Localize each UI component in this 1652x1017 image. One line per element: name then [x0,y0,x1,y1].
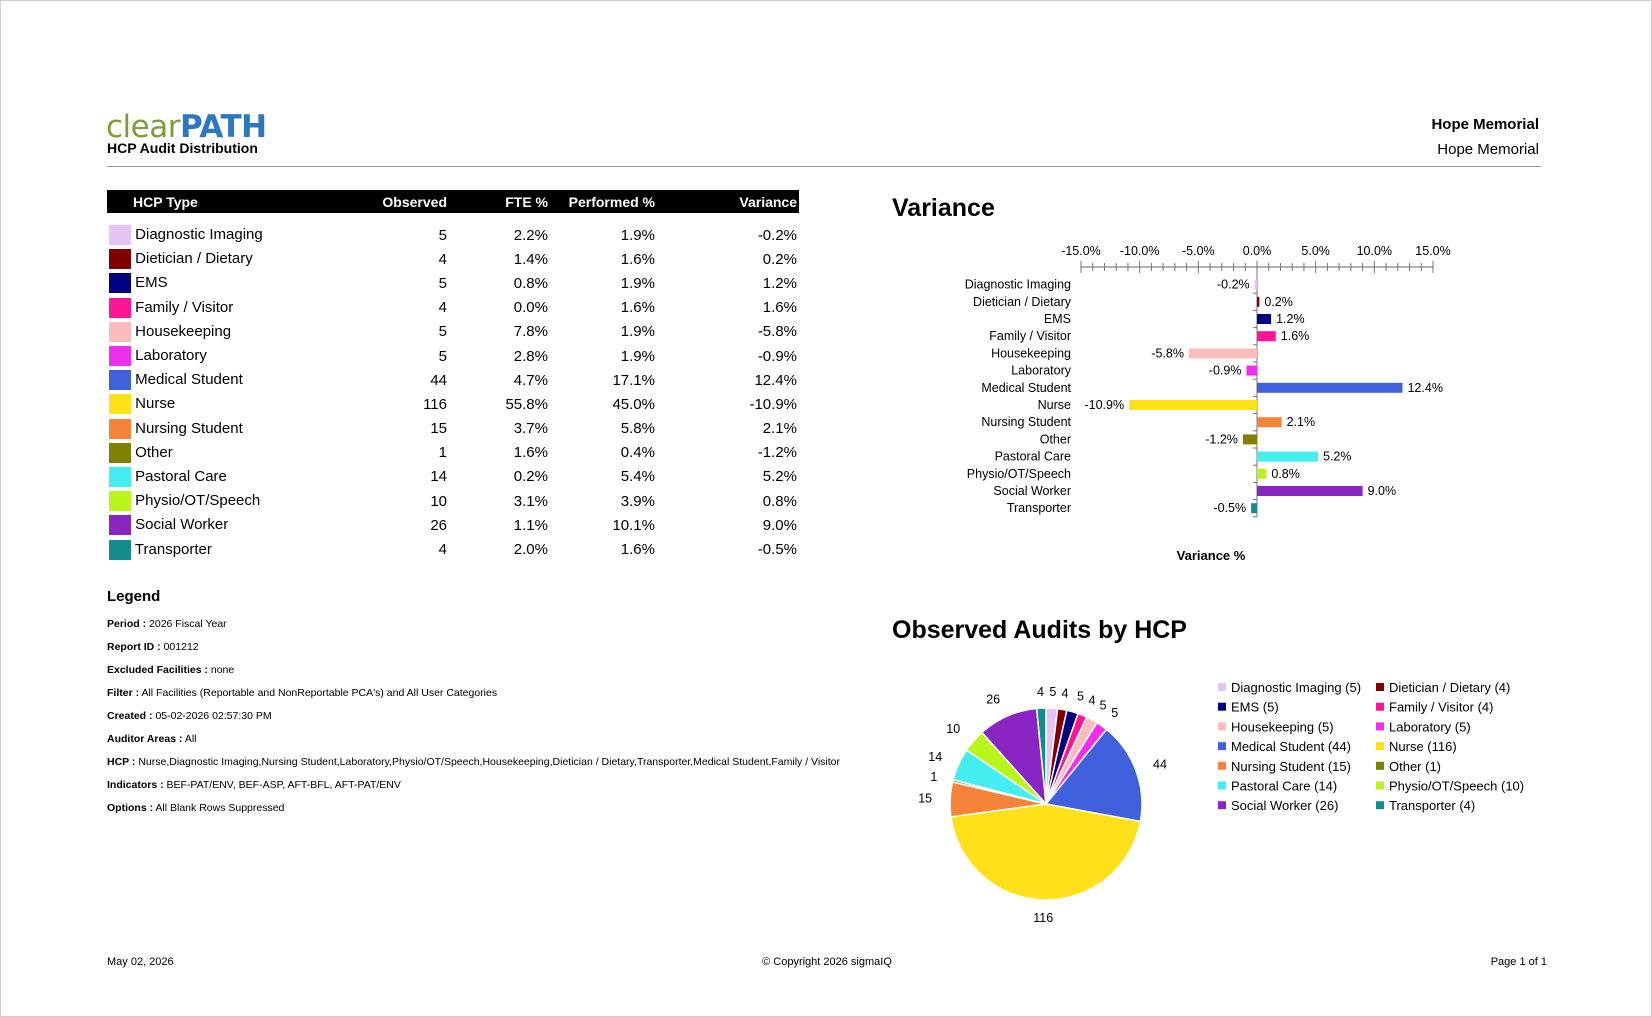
table-row [107,392,799,416]
hcp-type-cell [107,271,351,295]
variance-value-label-transporter: -0.5% [1213,501,1247,516]
legend-item-period [107,615,877,638]
hcp-type-label: Dietician / Dietary [135,250,253,268]
color-swatch [109,419,131,439]
variance-category-label-dietician-dietary: Dietician / Dietary [973,294,1071,309]
pie-legend-swatch-diagnostic-imaging [1218,683,1226,691]
pie-legend-label-dietician-dietary: Dietician / Dietary (4) [1389,680,1511,695]
pie-legend-swatch-transporter [1376,801,1384,809]
pie-legend-label-family-visitor: Family / Visitor (4) [1389,699,1494,715]
pie-value-label-laboratory: 5 [1111,705,1119,720]
observed-cell: 4 [438,250,447,268]
variance-bar-physio-ot-speech [1257,469,1266,479]
hcp-type-cell [107,368,351,392]
table-row [107,320,799,344]
legend-item-options [107,799,877,822]
table-row [107,417,799,441]
hcp-type-cell [107,392,351,416]
variance-bar-transporter [1251,503,1257,513]
color-swatch [109,346,131,366]
variance-value-label-housekeeping: -5.8% [1151,346,1184,361]
color-swatch [109,249,131,269]
report-title: HCP Audit Distribution [107,140,258,156]
col-header-hcp-type: HCP Type [107,190,351,213]
variance-bar-other [1243,434,1257,444]
variance-category-label-transporter: Transporter [1006,501,1071,516]
variance-value-label-family-visitor: 1.6% [1280,329,1310,344]
pie-legend-label-physio-ot-speech: Physio/OT/Speech (10) [1389,778,1525,794]
variance-value-label-diagnostic-imaging: -0.2% [1216,277,1250,292]
performed-cell: 1.6% [620,299,655,317]
legend-item-label: Report ID : [107,641,161,653]
legend-item-label: Excluded Facilities : [107,664,208,676]
variance-bar-medical-student [1257,383,1402,393]
hcp-type-label: Other [135,443,173,461]
color-swatch [109,394,131,414]
legend-item-filter [107,684,877,707]
pie-value-label-family-visitor: 4 [1088,693,1096,708]
variance-bar-diagnostic-imaging [1255,280,1257,290]
pie-legend-label-pastoral-care: Pastoral Care (14) [1231,778,1338,794]
hcp-type-label: Laboratory [135,347,207,364]
fte-cell: 4.7% [513,371,548,389]
pie-legend-label-diagnostic-imaging: Diagnostic Imaging (5) [1231,680,1362,695]
variance-category-label-nursing-student: Nursing Student [981,415,1071,430]
observed-cell: 5 [438,347,447,365]
performed-cell: 3.9% [620,492,655,510]
observed-cell: 4 [438,299,447,317]
variance-cell: 0.8% [762,492,797,510]
pie-legend-swatch-other [1376,762,1384,770]
color-swatch [109,491,131,511]
hcp-type-cell [107,465,351,489]
pie-value-label-housekeeping: 5 [1099,698,1107,713]
pie-value-label-ems: 5 [1077,689,1084,704]
variance-value-label-pastoral-care: 5.2% [1323,449,1352,464]
table-row [107,223,799,247]
legend-item-created [107,707,877,730]
color-swatch [109,298,131,318]
fte-cell: 7.8% [513,323,548,341]
variance-cell: 12.4% [754,371,797,389]
variance-bar-chart [881,246,1561,576]
variance-cell: 5.2% [762,468,797,486]
observed-cell: 15 [430,420,447,438]
header-divider [107,166,1541,167]
observed-cell: 14 [430,468,447,486]
performed-cell: 17.1% [612,371,655,389]
table-spacer-row [107,213,799,223]
legend-item-label: HCP : [107,756,136,768]
observed-cell: 5 [438,274,447,292]
pie-value-label-nurse: 116 [1033,911,1054,925]
observed-cell: 5 [438,323,447,341]
observed-cell: 44 [430,371,447,389]
variance-category-label-ems: EMS [1043,312,1071,326]
variance-cell: 9.0% [762,516,797,534]
hcp-type-cell [107,320,351,344]
pie-value-label-nursing-student: 15 [918,791,933,806]
fte-cell: 1.1% [513,516,548,534]
performed-cell: 5.4% [620,468,655,486]
pie-legend-label-other: Other (1) [1389,758,1442,774]
variance-chart-title: Variance [892,194,995,222]
performed-cell: 1.9% [620,347,655,365]
hcp-type-label: Medical Student [135,371,243,389]
table-row [107,441,799,465]
color-swatch [109,322,131,342]
hcp-type-label: Family / Visitor [135,298,234,316]
variance-category-label-social-worker: Social Worker [993,484,1071,498]
color-swatch [109,370,131,390]
pie-legend-swatch-ems [1218,703,1226,711]
variance-bar-ems [1257,314,1271,324]
pie-legend-swatch-social-worker [1218,801,1226,809]
hcp-type-cell [107,296,351,320]
hcp-type-label: Social Worker [135,516,229,534]
variance-cell: -0.2% [757,226,797,244]
variance-value-label-physio-ot-speech: 0.8% [1271,466,1300,481]
variance-tick-label: -5.0% [1182,246,1215,258]
pie-value-label-diagnostic-imaging: 5 [1049,685,1057,700]
observed-cell: 4 [438,541,447,559]
hcp-type-label: Physio/OT/Speech [135,492,261,510]
variance-bar-nursing-student [1257,417,1282,427]
table-row [107,296,799,320]
variance-category-label-nurse: Nurse [1037,398,1071,412]
legend-item-excluded-facilities [107,661,877,684]
variance-value-label-other: -1.2% [1205,432,1238,447]
legend-list [107,615,877,822]
variance-tick-label: 0.0% [1242,246,1272,258]
legend-item-label: Auditor Areas : [107,733,183,745]
variance-value-label-ems: 1.2% [1276,312,1305,326]
legend-title: Legend [107,588,161,605]
pie-legend-swatch-medical-student [1218,742,1226,750]
variance-category-label-other: Other [1039,432,1071,447]
legend-item-value: BEF-PAT/ENV, BEF-ASP, AFT-BFL, AFT-PAT/ENV [166,779,401,791]
pie-value-label-medical-student: 44 [1153,757,1167,772]
hcp-type-label: Transporter [134,540,212,558]
pie-legend-label-transporter: Transporter (4) [1389,798,1476,814]
legend-item-label: Filter : [107,687,140,699]
variance-category-label-medical-student: Medical Student [981,380,1071,395]
fte-cell: 2.0% [513,541,548,559]
pie-legend-label-laboratory: Laboratory (5) [1389,719,1471,735]
fte-cell: 2.8% [513,347,548,365]
variance-x-axis-title: Variance % [1176,548,1246,563]
pie-legend-swatch-pastoral-care [1218,782,1226,790]
pie-legend-swatch-nursing-student [1218,762,1226,770]
col-header-observed: Observed [351,190,449,213]
footer-copyright: © Copyright 2026 sigmaIQ [762,956,892,968]
legend-item-label: Created : [107,710,153,722]
pie-legend-label-housekeeping: Housekeeping (5) [1231,719,1334,735]
pie-legend-swatch-laboratory [1376,722,1384,730]
pie-value-label-social-worker: 26 [986,692,1001,707]
variance-value-label-laboratory: -0.9% [1208,363,1242,378]
legend-item-report-id [107,638,877,661]
variance-bar-nurse [1129,400,1257,410]
fte-cell: 0.2% [513,468,548,486]
hcp-type-label: Diagnostic Imaging [135,226,263,244]
variance-bar-pastoral-care [1257,452,1318,462]
hcp-type-label: EMS [135,274,168,292]
observed-cell: 116 [423,395,447,413]
hcp-type-cell [107,417,351,441]
legend-item-label: Options : [107,802,154,814]
table-body [107,213,799,562]
pie-legend-label-ems: EMS (5) [1231,699,1279,715]
hcp-table [107,190,799,562]
performed-cell: 0.4% [620,444,655,462]
performed-cell: 5.8% [620,420,655,438]
table-row [107,489,799,513]
pie-legend-label-medical-student: Medical Student (44) [1231,739,1351,755]
variance-bar-laboratory [1246,366,1257,376]
variance-value-label-medical-student: 12.4% [1407,380,1443,395]
variance-cell: -0.9% [757,347,797,365]
col-header-performed: Performed % [550,190,657,213]
pie-legend-label-social-worker: Social Worker (26) [1231,798,1339,814]
fte-cell: 3.1% [513,492,548,510]
facility-name: Hope Memorial [1437,141,1539,158]
clearpath-logo: clearPATH [106,109,267,145]
col-header-fte: FTE % [449,190,550,213]
legend-item-value: All [184,733,197,745]
legend-item-value: All Blank Rows Suppressed [155,802,285,814]
pie-legend-swatch-dietician-dietary [1376,683,1384,691]
legend-item-auditor-areas [107,730,877,753]
variance-bar-family-visitor [1257,331,1276,341]
fte-cell: 1.6% [513,444,548,462]
variance-cell: -1.2% [757,444,797,462]
variance-tick-label: 10.0% [1356,246,1393,258]
variance-category-label-laboratory: Laboratory [1011,363,1071,378]
variance-cell: -0.5% [757,541,797,559]
variance-cell: 1.6% [762,299,797,317]
pie-chart-title: Observed Audits by HCP [892,616,1187,644]
pie-slice-nurse [951,804,1141,900]
observed-cell: 1 [438,444,447,462]
variance-category-label-diagnostic-imaging: Diagnostic Imaging [964,277,1071,292]
variance-cell: -10.9% [749,395,797,413]
table-row [107,368,799,392]
observed-cell: 26 [430,516,447,534]
fte-cell: 0.0% [513,299,548,317]
fte-cell: 3.7% [513,420,548,438]
performed-cell: 1.6% [620,541,655,559]
variance-category-label-physio-ot-speech: Physio/OT/Speech [966,466,1071,481]
variance-bar-dietician-dietary [1257,297,1259,307]
pie-legend-label-nurse: Nurse (116) [1389,739,1457,755]
pie-legend-swatch-family-visitor [1376,703,1384,711]
pie-value-label-transporter: 4 [1037,685,1044,700]
legend-item-value: 05-02-2026 02:57:30 PM [155,710,272,722]
legend-item-value: 2026 Fiscal Year [149,618,227,630]
hcp-type-cell [107,441,351,465]
variance-category-label-housekeeping: Housekeeping [991,346,1071,361]
performed-cell: 1.9% [620,323,655,341]
variance-tick-label: -15.0% [1061,246,1101,258]
fte-cell: 0.8% [513,274,548,292]
hcp-type-label: Housekeeping [135,322,232,340]
fte-cell: 55.8% [505,395,548,413]
performed-cell: 1.9% [620,274,655,292]
variance-bar-social-worker [1257,486,1363,496]
table-row [107,513,799,537]
variance-cell: -5.8% [757,323,797,341]
legend-item-label: Indicators : [107,779,164,791]
table-row [107,344,799,368]
table-row [107,247,799,271]
pie-legend-swatch-housekeeping [1218,722,1226,730]
hcp-type-label: Nurse [135,395,176,413]
color-swatch [109,515,131,535]
hcp-type-cell [107,513,351,537]
pie-legend-swatch-nurse [1376,742,1384,750]
performed-cell: 45.0% [612,395,655,413]
hcp-type-label: Nursing Student [135,419,243,437]
variance-value-label-dietician-dietary: 0.2% [1264,294,1293,309]
color-swatch [109,443,131,463]
facility-name-bold: Hope Memorial [1431,116,1539,133]
variance-cell: 2.1% [762,420,797,438]
observed-cell: 5 [438,226,447,244]
fte-cell: 2.2% [513,226,548,244]
variance-value-label-nurse: -10.9% [1084,398,1125,412]
table-row [107,465,799,489]
legend-item-value: 001212 [163,641,199,653]
performed-cell: 1.9% [620,226,655,244]
table-row [107,537,799,561]
legend-item-indicators [107,776,877,799]
variance-tick-label: -10.0% [1119,246,1160,258]
col-header-variance: Variance [657,190,799,213]
legend-item-label: Period : [107,618,147,630]
variance-value-label-nursing-student: 2.1% [1286,415,1316,430]
table-header-row [107,190,799,213]
variance-category-label-family-visitor: Family / Visitor [989,329,1071,344]
performed-cell: 10.1% [612,516,655,534]
hcp-type-cell [107,344,351,368]
hcp-type-label: Pastoral Care [135,467,227,485]
legend-item-value: none [210,664,235,676]
pie-legend-label-nursing-student: Nursing Student (15) [1231,758,1351,774]
color-swatch [109,467,131,487]
hcp-type-cell [107,537,351,561]
variance-tick-label: 5.0% [1301,246,1330,258]
legend-item-value: Nurse,Diagnostic Imaging,Nursing Student,Laboratory,Physio/OT/Speech,Housekeeping,Dietician / Dietary,Transporter,Medical Student,Family / Visitor [138,756,841,768]
legend-item-value: All Facilities (Reportable and NonReportable PCA's) and All User Categories [141,687,498,699]
hcp-type-cell [107,223,351,247]
variance-cell: 1.2% [762,274,797,292]
observed-cell: 10 [430,492,447,510]
variance-bar-housekeeping [1189,348,1257,358]
color-swatch [109,540,131,560]
footer-date: May 02, 2026 [107,956,174,968]
variance-category-label-pastoral-care: Pastoral Care [994,449,1071,464]
fte-cell: 1.4% [513,250,548,268]
performed-cell: 1.6% [620,250,655,268]
variance-tick-label: 15.0% [1415,246,1451,258]
color-swatch [109,225,131,245]
pie-value-label-pastoral-care: 14 [928,749,943,764]
hcp-type-cell [107,247,351,271]
variance-cell: 0.2% [762,250,797,268]
legend-item-hcp [107,753,877,776]
footer-page-number: Page 1 of 1 [1490,956,1547,968]
table-row [107,271,799,295]
pie-value-label-dietician-dietary: 4 [1061,686,1069,701]
observed-pie-chart [881,671,1561,941]
pie-value-label-physio-ot-speech: 10 [946,722,961,736]
pie-value-label-other: 1 [930,770,938,784]
color-swatch [109,273,131,293]
pie-legend-swatch-physio-ot-speech [1376,782,1384,790]
variance-value-label-social-worker: 9.0% [1367,484,1397,498]
hcp-type-cell [107,489,351,513]
